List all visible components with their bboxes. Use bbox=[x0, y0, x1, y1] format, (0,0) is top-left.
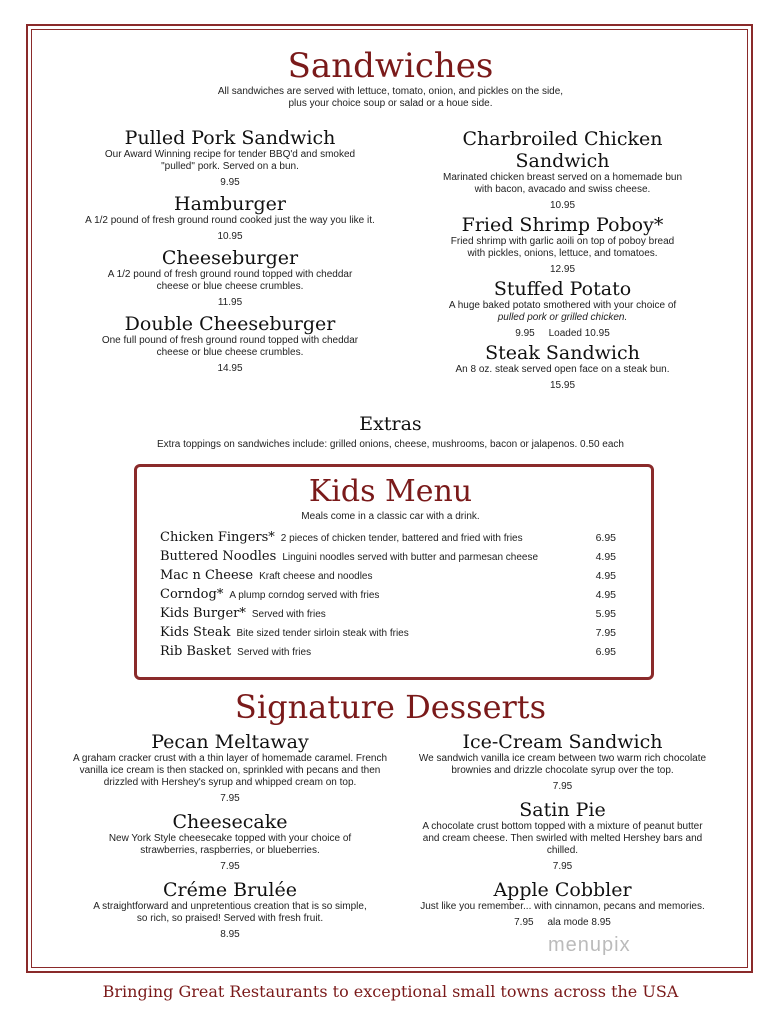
item-desc: cheese or blue cheese crumbles. bbox=[156, 281, 304, 292]
menu-item bbox=[400, 731, 725, 793]
item-name-continued: Sandwich bbox=[515, 150, 610, 172]
item-price: 7.95 bbox=[220, 793, 240, 804]
sandwiches-note-2: plus your choice soup or salad or a houe side. bbox=[288, 98, 493, 109]
kids-item-desc: Bite sized tender sirloin steak with fries bbox=[236, 628, 409, 639]
kids-item-name: Chicken Fingers* bbox=[160, 530, 275, 545]
item-desc: vanilla ice cream is then stacked on, sprinkled with pecans and then bbox=[79, 765, 381, 776]
item-name: Fried Shrimp Poboy* bbox=[461, 214, 664, 236]
item-name: Pecan Meltaway bbox=[151, 731, 309, 753]
item-desc: with bacon, avacado and swiss cheese. bbox=[474, 184, 651, 195]
menu-item bbox=[60, 127, 400, 189]
item-desc: Marinated chicken breast served on a homemade bun bbox=[442, 172, 683, 183]
kids-item-name: Buttered Noodles bbox=[160, 549, 277, 564]
sandwiches-left-column bbox=[60, 127, 400, 375]
item-desc: drizzled with Hershey's syrup and whipped cream on top. bbox=[103, 777, 357, 788]
kids-item-name: Kids Burger* bbox=[160, 606, 246, 621]
kids-menu-row bbox=[160, 644, 620, 662]
menu-item bbox=[60, 313, 400, 375]
menu-item bbox=[400, 799, 725, 873]
kids-item-name: Mac n Cheese bbox=[160, 568, 254, 583]
item-desc: Our Award Winning recipe for tender BBQ'd and smoked bbox=[104, 149, 356, 160]
item-desc: Fried shrimp with garlic aoili on top of poboy bread bbox=[450, 236, 675, 247]
kids-item-price: 4.95 bbox=[595, 589, 616, 601]
extras-title: Extras bbox=[359, 413, 422, 435]
item-desc: "pulled" pork. Served on a bun. bbox=[161, 161, 299, 172]
kids-menu-row bbox=[160, 568, 620, 586]
item-price: 10.95 bbox=[549, 200, 576, 211]
item-desc: strawberries, raspberries, or blueberries. bbox=[140, 845, 320, 856]
menu-item bbox=[400, 128, 725, 212]
item-name: Stuffed Potato bbox=[493, 278, 632, 300]
item-desc: An 8 oz. steak served open face on a steak bun. bbox=[455, 364, 670, 375]
item-price: 12.95 bbox=[549, 264, 576, 275]
menu-item bbox=[400, 342, 725, 392]
desserts-left-column bbox=[60, 731, 400, 941]
item-desc: One full pound of fresh ground round topped with cheddar bbox=[101, 335, 359, 346]
item-price: 7.95 bbox=[552, 781, 573, 792]
kids-item-desc: 2 pieces of chicken tender, battered and fried with fries bbox=[280, 533, 523, 544]
item-desc: A 1/2 pound of fresh ground round cooked just the way you like it. bbox=[85, 215, 375, 226]
kids-menu-note: Meals come in a classic car with a drink. bbox=[301, 511, 480, 522]
kids-item-desc: Linguini noodles served with butter and parmesan cheese bbox=[282, 552, 539, 563]
item-price: 9.95 bbox=[220, 177, 240, 188]
item-price: 14.95 bbox=[217, 363, 243, 374]
menu-item bbox=[400, 278, 725, 340]
item-name: Charbroiled Chicken bbox=[462, 128, 663, 150]
kids-menu-row bbox=[160, 530, 620, 548]
watermark-logo: menupix bbox=[548, 934, 631, 956]
item-desc: chilled. bbox=[546, 845, 579, 856]
kids-menu-row bbox=[160, 606, 620, 624]
kids-item-desc: Served with fries bbox=[237, 647, 312, 658]
item-price: 10.95 bbox=[217, 231, 243, 242]
item-name: Ice-Cream Sandwich bbox=[462, 731, 663, 753]
item-price: 11.95 bbox=[217, 297, 243, 308]
menu-item bbox=[60, 879, 400, 941]
menu-item bbox=[60, 193, 400, 243]
item-desc: A 1/2 pound of fresh ground round topped with cheddar bbox=[107, 269, 353, 280]
item-price: 7.95 bbox=[220, 861, 240, 872]
item-desc: with pickles, onions, lettuce, and tomatoes. bbox=[467, 248, 658, 259]
kids-item-name: Kids Steak bbox=[160, 625, 231, 640]
item-name: Cheesecake bbox=[172, 811, 288, 833]
item-desc: Just like you remember... with cinnamon, pecans and memories. bbox=[420, 901, 705, 912]
item-price: 7.95 bbox=[552, 861, 573, 872]
desserts-right-column bbox=[400, 731, 725, 929]
item-price: 8.95 bbox=[220, 929, 240, 940]
kids-menu-row bbox=[160, 625, 620, 643]
item-name: Créme Brulée bbox=[162, 879, 297, 901]
sandwiches-title: Sandwiches bbox=[287, 46, 494, 86]
item-price: 9.95 Loaded 10.95 bbox=[515, 328, 610, 339]
item-desc: and cream cheese. Then swirled with melted Hershey bars and bbox=[422, 833, 703, 844]
item-desc: New York Style cheesecake topped with your choice of bbox=[108, 833, 352, 844]
menu-item bbox=[60, 731, 400, 805]
item-name: Double Cheeseburger bbox=[124, 313, 336, 335]
item-name: Steak Sandwich bbox=[485, 342, 640, 364]
kids-item-price: 5.95 bbox=[595, 608, 616, 620]
kids-item-name: Corndog* bbox=[160, 587, 224, 602]
item-desc: A chocolate crust bottom topped with a mixture of peanut butter bbox=[422, 821, 703, 832]
desserts-title: Signature Desserts bbox=[234, 688, 547, 726]
kids-item-price: 4.95 bbox=[595, 570, 616, 582]
kids-item-name: Rib Basket bbox=[160, 644, 232, 659]
kids-menu-title: Kids Menu bbox=[308, 474, 473, 509]
item-name: Apple Cobbler bbox=[493, 879, 632, 901]
item-desc: brownies and drizzle chocolate syrup over the top. bbox=[451, 765, 674, 776]
kids-item-desc: Served with fries bbox=[251, 609, 326, 620]
item-desc: pulled pork or grilled chicken. bbox=[497, 312, 628, 323]
item-desc: so rich, so praised! Served with fresh fruit. bbox=[136, 913, 324, 924]
kids-item-price: 6.95 bbox=[595, 646, 616, 658]
extras-text: Extra toppings on sandwiches include: grilled onions, cheese, mushrooms, bacon or jalapenos. 0.50 each bbox=[157, 439, 624, 450]
item-desc: We sandwich vanilla ice cream between two warm rich chocolate bbox=[418, 753, 707, 764]
item-price: 7.95 ala mode 8.95 bbox=[514, 917, 611, 928]
item-price: 15.95 bbox=[549, 380, 576, 391]
kids-item-price: 7.95 bbox=[595, 627, 616, 639]
item-name: Cheeseburger bbox=[161, 247, 299, 269]
menu-item bbox=[60, 811, 400, 873]
item-name: Pulled Pork Sandwich bbox=[124, 127, 336, 149]
sandwiches-right-column bbox=[400, 128, 725, 392]
menu-item bbox=[400, 879, 725, 929]
kids-item-desc: Kraft cheese and noodles bbox=[259, 571, 373, 582]
menu-item bbox=[60, 247, 400, 309]
kids-item-price: 4.95 bbox=[595, 551, 616, 563]
kids-item-price: 6.95 bbox=[595, 532, 616, 544]
item-desc: A straightforward and unpretentious creation that is so simple, bbox=[93, 901, 367, 912]
kids-menu-row bbox=[160, 549, 620, 567]
sandwiches-note-1: All sandwiches are served with lettuce, tomato, onion, and pickles on the side, bbox=[217, 86, 564, 97]
item-name: Satin Pie bbox=[519, 799, 606, 821]
item-name: Hamburger bbox=[174, 193, 286, 215]
kids-menu-row bbox=[160, 587, 620, 605]
item-desc: A huge baked potato smothered with your choice of bbox=[448, 300, 677, 311]
item-desc: A graham cracker crust with a thin layer of homemade caramel. French bbox=[72, 753, 388, 764]
menu-item bbox=[400, 214, 725, 276]
item-desc: cheese or blue cheese crumbles. bbox=[156, 347, 304, 358]
footer-tagline: Bringing Great Restaurants to exceptional small towns across the USA bbox=[102, 982, 679, 1001]
kids-item-desc: A plump corndog served with fries bbox=[229, 590, 380, 601]
